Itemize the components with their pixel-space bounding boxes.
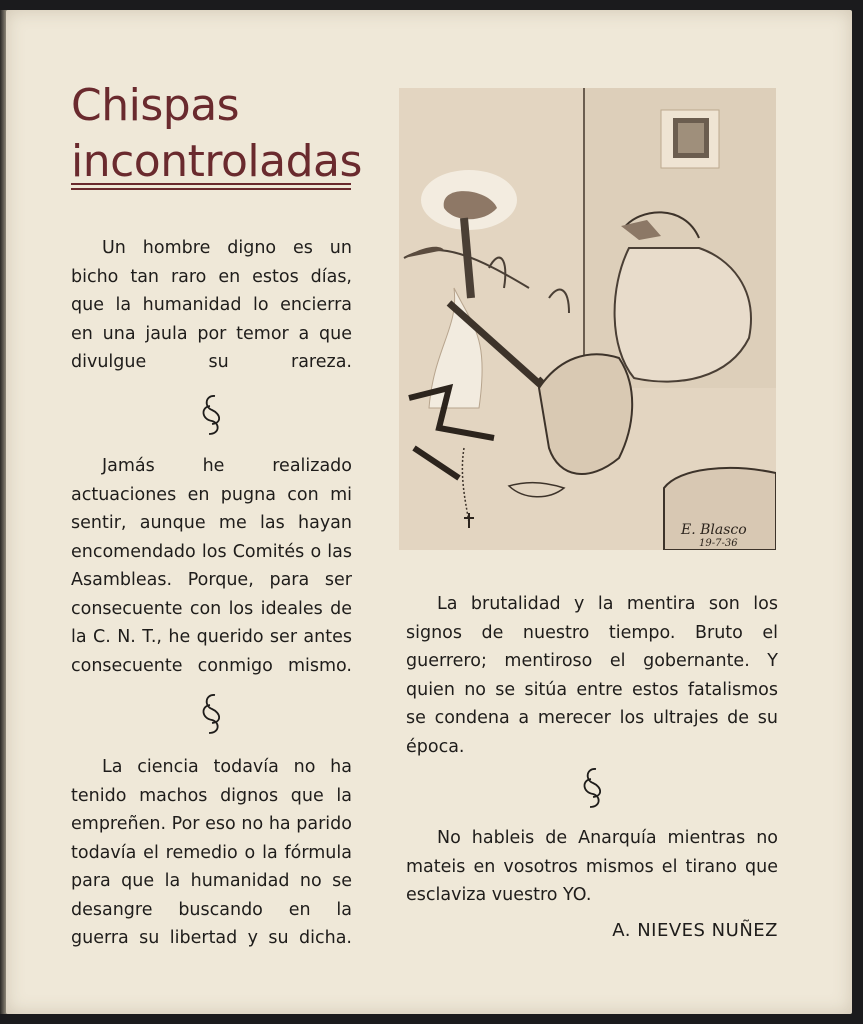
- section-sign-icon: [578, 766, 608, 810]
- title-line-2: incontroladas: [71, 136, 362, 187]
- title-line-1: Chispas: [71, 80, 240, 131]
- artist-signature: E. Blasco: [681, 522, 747, 538]
- page-title: [71, 78, 362, 190]
- illustration: [399, 88, 776, 550]
- author-name: A. NIEVES NUÑEZ: [612, 920, 778, 941]
- section-sign-icon: [197, 692, 227, 736]
- paragraph-1: Un hombre digno es un bicho tan raro en estos días, que la humanidad lo encierra en una jaula por temor a que divulgue su rareza.: [71, 238, 352, 372]
- title-underline-second: [71, 188, 351, 190]
- paragraph-3: La ciencia todavía no ha tenido machos dignos que la empreñen. Por eso no ha parido todavía el remedio o la fórmula para que la humanidad no se desangre buscando en la guerra su libertad y su dicha.: [71, 757, 352, 948]
- title-underline: [71, 183, 351, 185]
- section-sign-icon: [197, 393, 227, 437]
- artwork-date: 19-7-36: [699, 538, 738, 549]
- paragraph-2: Jamás he realizado actuaciones en pugna con mi sentir, aunque me las hayan encomendado los Comités o las Asambleas. Porque, para ser consecuente con los ideales de la C. N. T., he querido ser antes consecuente conmigo mismo.: [71, 456, 352, 676]
- paragraph-4: La brutalidad y la mentira son los signos de nuestro tiempo. Bruto el guerrero; mentiroso el gobernante. Y quien no se sitúa entre estos fatalismos se condena a merecer los ultrajes de su época.: [406, 594, 778, 757]
- paragraph-5: No hableis de Anarquía mientras no mateis en vosotros mismos el tirano que esclaviza vuestro YO.: [406, 828, 778, 905]
